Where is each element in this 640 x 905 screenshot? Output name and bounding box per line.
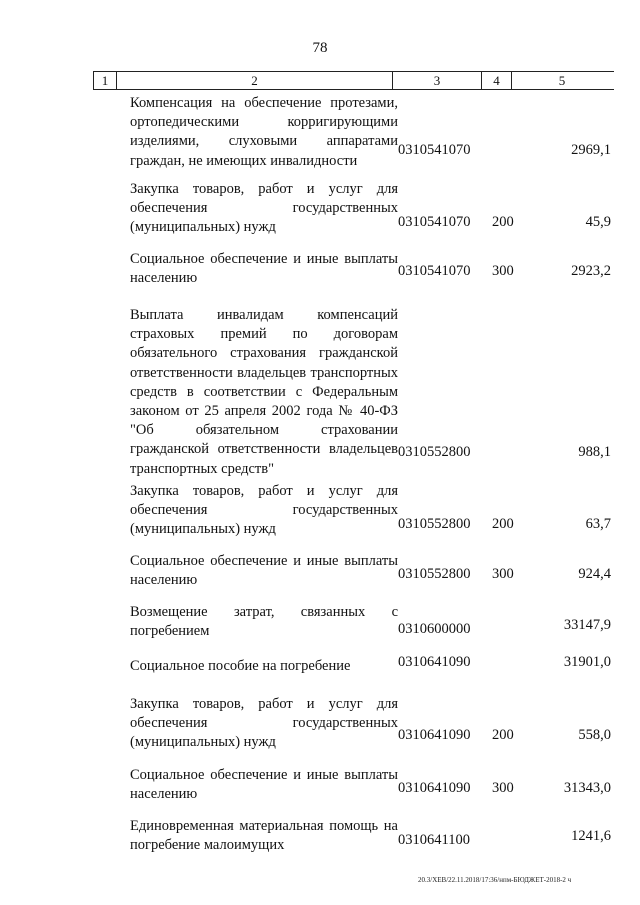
- row-code: 0310641100: [398, 832, 470, 848]
- footer-stamp: 20.3/XEB/22.11.2018/17:36/нпм-БЮДЖЕТ-2018-2 ч: [418, 876, 572, 884]
- row-description: Единовременная материальная помощь на погребение малоимущих: [130, 818, 398, 854]
- row-code: 0310541070: [398, 263, 471, 279]
- row-type: 300: [492, 263, 514, 279]
- header-col-4: 4: [482, 72, 512, 89]
- row-code: 0310600000: [398, 621, 471, 637]
- row-type: 200: [492, 214, 514, 230]
- row-amount: 1241,6: [571, 828, 611, 844]
- row-amount: 31901,0: [563, 654, 611, 670]
- header-col-1: 1: [94, 72, 117, 89]
- row-code: 0310641090: [398, 654, 471, 670]
- row-description: Социальное обеспечение и иные выплаты населению: [130, 553, 398, 589]
- row-description: Выплата инвалидам компенсаций страховых премий по договорам обязательного страхования гражданской ответственности владельцев транспортных средств в соответствии с Федеральным законом от 25 апреля 2002 года № 40-ФЗ "Об обязательном страховании гражданской ответственности владельцев транспортных средств": [130, 307, 398, 477]
- row-code: 0310641090: [398, 780, 471, 796]
- row-amount: 988,1: [578, 444, 611, 460]
- row-amount: 924,4: [578, 566, 611, 582]
- row-type: 200: [492, 516, 514, 532]
- row-amount: 31343,0: [563, 780, 611, 796]
- row-type: 300: [492, 780, 514, 796]
- row-amount: 33147,9: [563, 617, 611, 633]
- row-description: Социальное пособие на погребение: [130, 658, 351, 674]
- header-col-3: 3: [393, 72, 482, 89]
- row-amount: 2923,2: [571, 263, 611, 279]
- row-type: 300: [492, 566, 514, 582]
- row-description: Возмещение затрат, связанных с погребением: [130, 604, 398, 640]
- row-description: Закупка товаров, работ и услуг для обеспечения государственных (муниципальных) нужд: [130, 181, 398, 236]
- row-description: Компенсация на обеспечение протезами, ортопедическими корригирующими изделиями, слуховыми аппаратами граждан, не имеющих инвалидности: [130, 95, 398, 169]
- row-amount: 45,9: [585, 214, 611, 230]
- row-amount: 63,7: [585, 516, 611, 532]
- row-code: 0310541070: [398, 214, 471, 230]
- row-code: 0310641090: [398, 727, 471, 743]
- row-code: 0310552800: [398, 444, 471, 460]
- row-code: 0310541070: [398, 142, 471, 158]
- table-header: [93, 71, 614, 90]
- row-description: Социальное обеспечение и иные выплаты населению: [130, 767, 398, 803]
- row-description: Закупка товаров, работ и услуг для обеспечения государственных (муниципальных) нужд: [130, 483, 398, 538]
- row-code: 0310552800: [398, 566, 471, 582]
- row-type: 200: [492, 727, 514, 743]
- header-col-5: 5: [558, 73, 566, 88]
- row-amount: 2969,1: [571, 142, 611, 158]
- row-amount: 558,0: [578, 727, 611, 743]
- page-number: 78: [312, 40, 328, 56]
- row-code: 0310552800: [398, 516, 471, 532]
- header-col-2: 2: [117, 72, 393, 89]
- row-description: Закупка товаров, работ и услуг для обеспечения государственных (муниципальных) нужд: [130, 696, 398, 751]
- row-description: Социальное обеспечение и иные выплаты населению: [130, 251, 398, 287]
